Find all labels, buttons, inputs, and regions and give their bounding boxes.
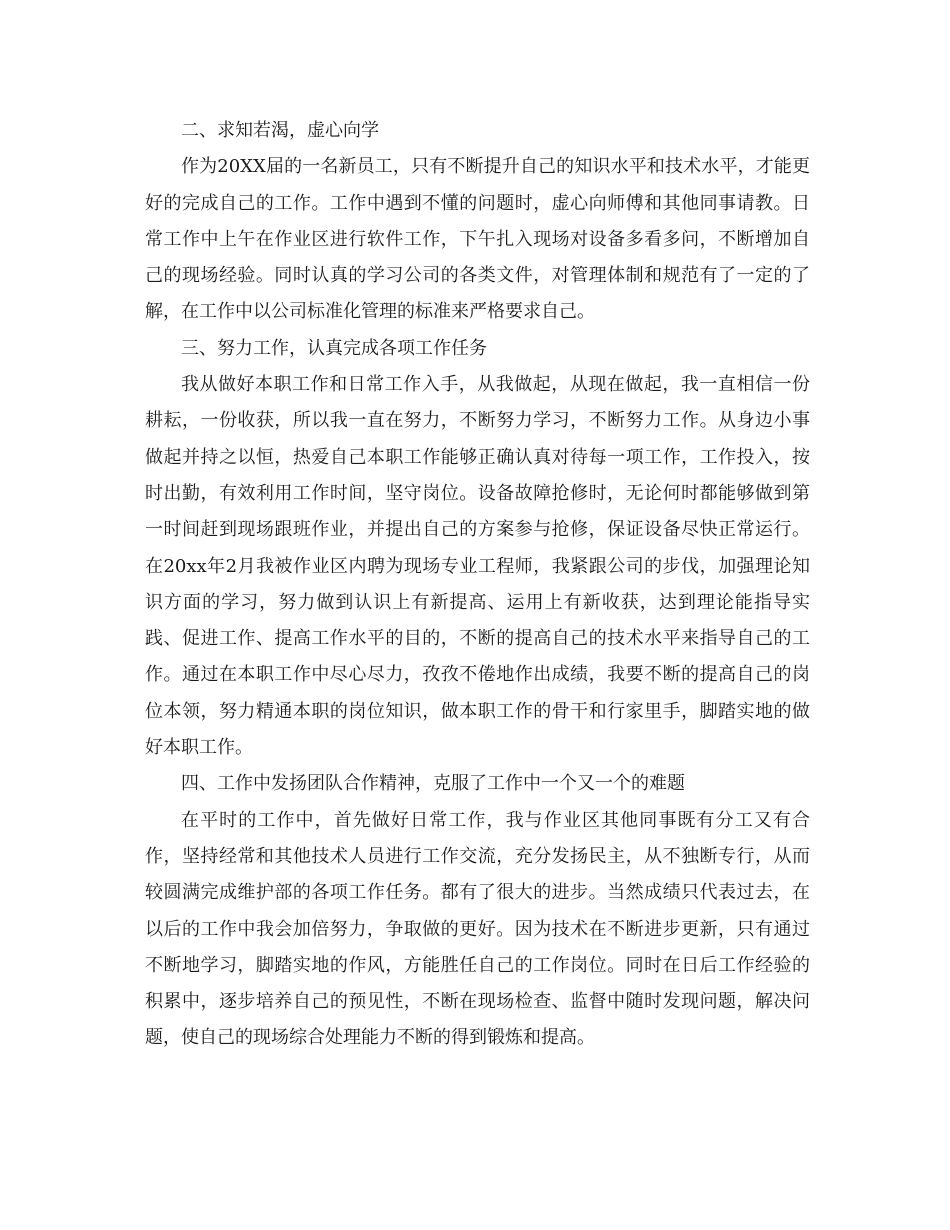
section-paragraph-2: 作为20XX届的一名新员工，只有不断提升自己的知识水平和技术水平，才能更好的完成自己的工作。工作中遇到不懂的问题时，虚心向师傅和其他同事请教。日常工作中上午在作业区进行软件工作，下午扎入现场对设备多看多问，不断增加自己的现场经验。同时认真的学习公司的各类文件，对管理体制和规范有了一定的了解，在工作中以公司标准化管理的标准来严格要求自己。 [145,156,810,323]
document-body [145,113,810,1057]
section-paragraph-4: 在平时的工作中，首先做好日常工作，我与作业区其他同事既有分工又有合作，坚持经常和其他技术人员进行工作交流，充分发扬民主，从不独断专行，从而较圆满完成维护部的各项工作任务。都有了很大的进步。当然成绩只代表过去，在以后的工作中我会加倍努力，争取做的更好。因为技术在不断进步更新，只有通过不断地学习，脚踏实地的作风，方能胜任自己的工作岗位。同时在日后工作经验的积累中，逐步培养自己的预见性，不断在现场检查、监督中随时发现问题，解决问题，使自己的现场综合处理能力不断的得到锻炼和提高。 [145,809,810,1049]
section-heading-4: 四、工作中发扬团队合作精神，克服了工作中一个又一个的难题 [181,773,685,795]
section-paragraph-3: 我从做好本职工作和日常工作入手，从我做起，从现在做起，我一直相信一份耕耘，一份收获，所以我一直在努力，不断努力学习，不断努力工作。从身边小事做起并持之以恒，热爱自己本职工作能够正确认真对待每一项工作，工作投入，按时出勤，有效利用工作时间，坚守岗位。设备故障抢修时，无论何时都能够做到第一时间赶到现场跟班作业，并提出自己的方案参与抢修，保证设备尽快正常运行。在20xx年2月我被作业区内聘为现场专业工程师，我紧跟公司的步伐，加强理论知识方面的学习，努力做到认识上有新提高、运用上有新收获，达到理论能指导实践、促进工作、提高工作水平的目的，不断的提高自己的技术水平来指导自己的工作。通过在本职工作中尽心尽力，孜孜不倦地作出成绩，我要不断的提高自己的岗位本领，努力精通本职的岗位知识，做本职工作的骨干和行家里手，脚踏实地的做好本职工作。 [145,374,810,759]
section-heading-3: 三、努力工作，认真完成各项工作任务 [181,337,487,359]
section-heading-2: 二、求知若渴，虚心向学 [181,120,379,141]
